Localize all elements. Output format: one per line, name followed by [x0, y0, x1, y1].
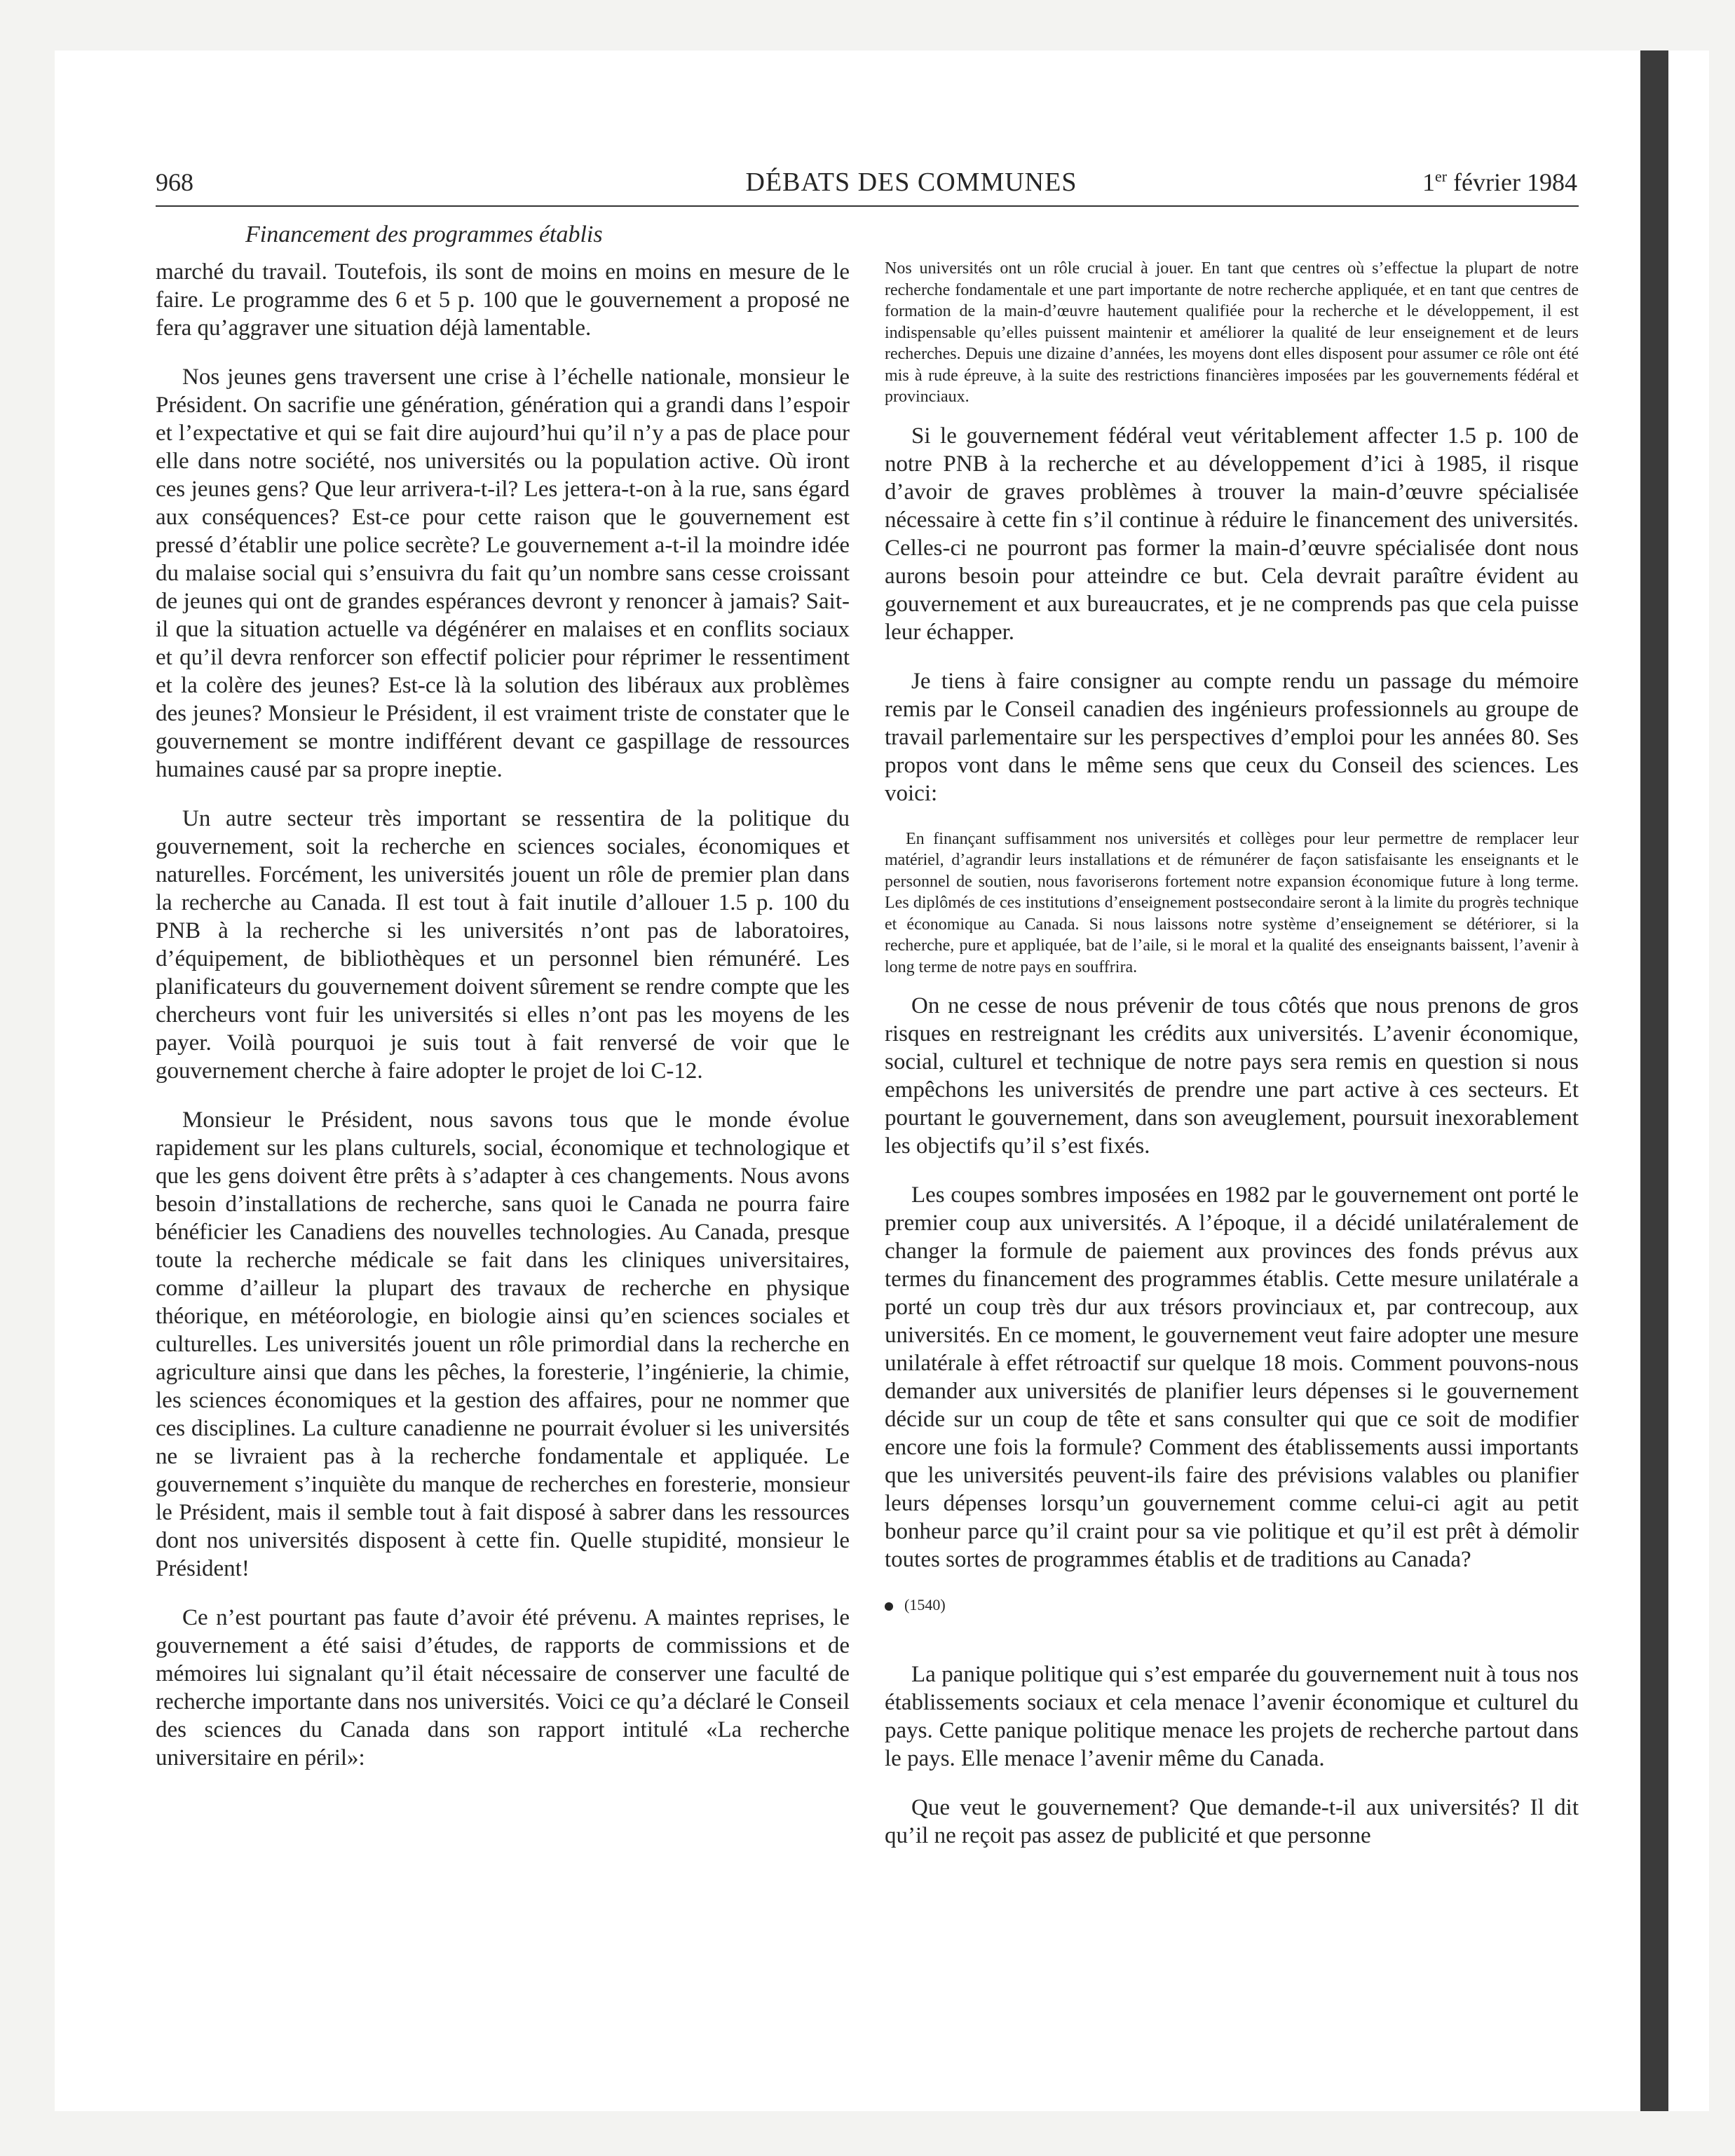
section-heading: Financement des programmes établis [245, 221, 603, 247]
paragraph: Je tiens à faire consigner au compte rendu un passage du mémoire remis par le Conseil canadien des ingénieurs professionnels au groupe de travail parlementaire sur les perspectives d’emploi pour les années 80. Ses propos vont dans le même sens que ceux du Conseil des sciences. Les voici: [885, 668, 1579, 806]
paragraph: Les coupes sombres imposées en 1982 par le gouvernement ont porté le premier coup aux universités. A l’époque, il a décidé unilatéralement de changer la formule de paiement aux provinces des fonds prévus aux termes du financement des programmes établis. Cette mesure unilatérale a porté un coup très dur aux trésors provinciaux et, par contrecoup, aux universités. En ce moment, le gouvernement veut faire adopter une mesure unilatérale à effet rétroactif sur quelque 18 mois. Comment pouvons-nous demander aux universités de planifier leurs dépenses si le gouvernement décide sur un coup de tête et sans consulter qui que ce soit de modifier encore une fois la formule? Comment des établissements aussi importants que les universités peuvent-ils faire des prévisions valables ou planifier leurs dépenses lorsqu’un gouvernement comme celui-ci agit au petit bonheur parce qu’il craint pour sa vie politique et qu’il est prêt à démolir toutes sortes de programmes établis et de traditions au Canada? [885, 1182, 1579, 1572]
bullet-icon [885, 1602, 893, 1611]
paragraph: Ce n’est pourtant pas faute d’avoir été prévenu. A maintes reprises, le gouvernement a été saisi d’études, de rapports de commissions et de mémoires lui signalant qu’il était nécessaire de conserver une faculté de recherche importante dans nos universités. Voici ce qu’a déclaré le Conseil des sciences du Canada dans son rapport intitulé «La recherche universitaire en péril»: [156, 1605, 850, 1770]
paragraph: marché du travail. Toutefois, ils sont de moins en moins en mesure de le faire. Le programme des 6 et 5 p. 100 que le gouvernement a proposé ne fera qu’aggraver une situation déjà lamentable. [156, 259, 850, 341]
paragraph: Un autre secteur très important se ressentira de la politique du gouvernement, soit la recherche en sciences sociales, économiques et naturelles. Forcément, les universités jouent un rôle de premier plan dans la recherche au Canada. Il est tout à fait inutile d’allouer 1.5 p. 100 du PNB à la recherche si les universités n’ont pas de laboratoires, d’équipement, de bibliothèques et un personnel bien rémunéré. Les planificateurs du gouvernement doivent sûrement se rendre compte que les chercheurs vont fuir les universités si elles n’ont pas les moyens de les payer. Voilà pourquoi je suis tout à fait renversé de voir que le gouvernement cherche à faire adopter le projet de loi C-12. [156, 806, 850, 1084]
left-column [156, 258, 850, 1793]
time-marker [885, 1595, 1579, 1616]
paragraph: Si le gouvernement fédéral veut véritablement affecter 1.5 p. 100 de notre PNB à la recherche et au développement d’ici à 1985, il risque d’avoir de graves problèmes à trouver la main-d’œuvre spécialisée nécessaire à cette fin s’il continue à réduire le financement des universités. Celles-ci ne pourront pas former la main-d’œuvre spécialisée dont nous aurons besoin pour atteindre ce but. Cela devrait paraître évident au gouvernement et aux bureaucrates, et je ne comprends pas que cela puisse leur échapper. [885, 423, 1579, 645]
right-column [885, 258, 1579, 1871]
paragraph: Nos jeunes gens traversent une crise à l’échelle nationale, monsieur le Président. On sacrifie une génération, génération qui a grandi dans l’espoir et l’expectative et qui se fait dire aujourd’hui qu’il n’y a pas de place pour elle dans notre société, nos universités ou la population active. Où iront ces jeunes gens? Que leur arrivera-t-il? Les jettera-t-on à la rue, sans égard aux conséquences? Est-ce pour cette raison que le gouvernement est pressé d’établir une police secrète? Le gouvernement a-t-il la moindre idée du malaise social qui s’ensuivra du fait qu’un nombre sans cesse croissant de jeunes qui ont de grandes espérances devront y renoncer à jamais? Sait-il que la situation actuelle va dégénérer en malaises et en conflits sociaux et qu’il devra renforcer son effectif policier pour réprimer le ressentiment et la colère des jeunes? Est-ce là la solution des libéraux aux problèmes des jeunes? Monsieur le Président, il est vraiment triste de constater que le gouvernement se montre indifférent devant ce gaspillage de ressources humaines causé par sa propre ineptie. [156, 364, 850, 782]
header-date [1353, 161, 1577, 203]
date-rest: février 1984 [1447, 168, 1577, 196]
page-number: 968 [156, 168, 193, 196]
date-superscript: er [1434, 168, 1448, 185]
paragraph: Que veut le gouvernement? Que demande-t-il aux universités? Il dit qu’il ne reçoit pas assez de publicité et que personne [885, 1795, 1579, 1848]
paragraph: La panique politique qui s’est emparée du gouvernement nuit à tous nos établissements sociaux et cela menace l’avenir économique et culturel du pays. Cette panique politique menace les projets de recherche partout dans le pays. Elle menace l’avenir même du Canada. [885, 1662, 1579, 1771]
header-rule [156, 205, 1579, 207]
paragraph: On ne cesse de nous prévenir de tous côtés que nous prenons de gros risques en restreignant les crédits aux universités. L’avenir économique, social, culturel et technique de notre pays sera remis en question si nous empêchons les universités de prendre une part active à ces secteurs. Et pourtant le gouvernement, dans son aveuglement, poursuit inexorablement les objectifs qu’il s’est fixés. [885, 993, 1579, 1159]
date-day: 1 [1422, 168, 1435, 196]
scan-edge-bar [1640, 50, 1668, 2111]
block-quote: En finançant suffisamment nos universités et collèges pour leur permettre de remplacer leur matériel, d’agrandir leurs installations et de rémunérer de façon satisfaisante les enseignants et le personnel de soutien, nous favoriserons fortement notre expansion économique future à long terme. Les diplômés de ces institutions d’enseignement postsecondaire seront à la limite du progrès technique et économique au Canada. Si nous laissons notre système d’enseignement se détériorer, si la recherche, pure et appliquée, bat de l’aile, si le moral et la qualité des enseignants baissent, l’avenir à long terme de notre pays en souffrira. [885, 829, 1579, 976]
header-title: DÉBATS DES COMMUNES [745, 168, 1077, 197]
paragraph: Monsieur le Président, nous savons tous que le monde évolue rapidement sur les plans culturels, social, économique et technologique et que les gens doivent être prêts à s’adapter à ces changements. Nous avons besoin d’installations de recherche, sans quoi le Canada ne pourra faire bénéficier les Canadiens des nouvelles technologies. Au Canada, presque toute la recherche médicale se fait dans les cliniques universitaires, comme d’ailleur la plupart des travaux de recherche en physique théorique, en météorologie, en biologie ainsi qu’en sciences sociales et culturelles. Les universités jouent un rôle primordial dans la recherche en agriculture ainsi que dans les pêches, la foresterie, l’ingénierie, la chimie, les sciences économiques et la gestion des affaires, pour ne nommer que ces disciplines. La culture canadienne ne pourrait évoluer si les universités ne se livraient pas à la recherche fondamentale et appliquée. Le gouvernement s’inquiète du manque de recherches en foresterie, monsieur le Président, mais il semble tout à fait disposé à sabrer dans les ressources dont nos universités disposent à cette fin. Quelle stupidité, monsieur le Président! [156, 1107, 850, 1581]
block-quote: Nos universités ont un rôle crucial à jouer. En tant que centres où s’effectue la plupart de notre recherche fondamentale et une part importante de notre recherche appliquée, et en tant que centres de formation de la main-d’œuvre hautement qualifiée pour la recherche et le développement, il est indispensable qu’elles puissent maintenir et améliorer la qualité de leur enseignement et de leurs recherches. Depuis une dizaine d’années, les moyens dont elles disposent pour assumer ce rôle ont été mis à rude épreuve, à la suite des restrictions financières imposées par les gouvernements fédéral et provinciaux. [885, 259, 1579, 406]
time-marker-text: (1540) [904, 1596, 946, 1613]
